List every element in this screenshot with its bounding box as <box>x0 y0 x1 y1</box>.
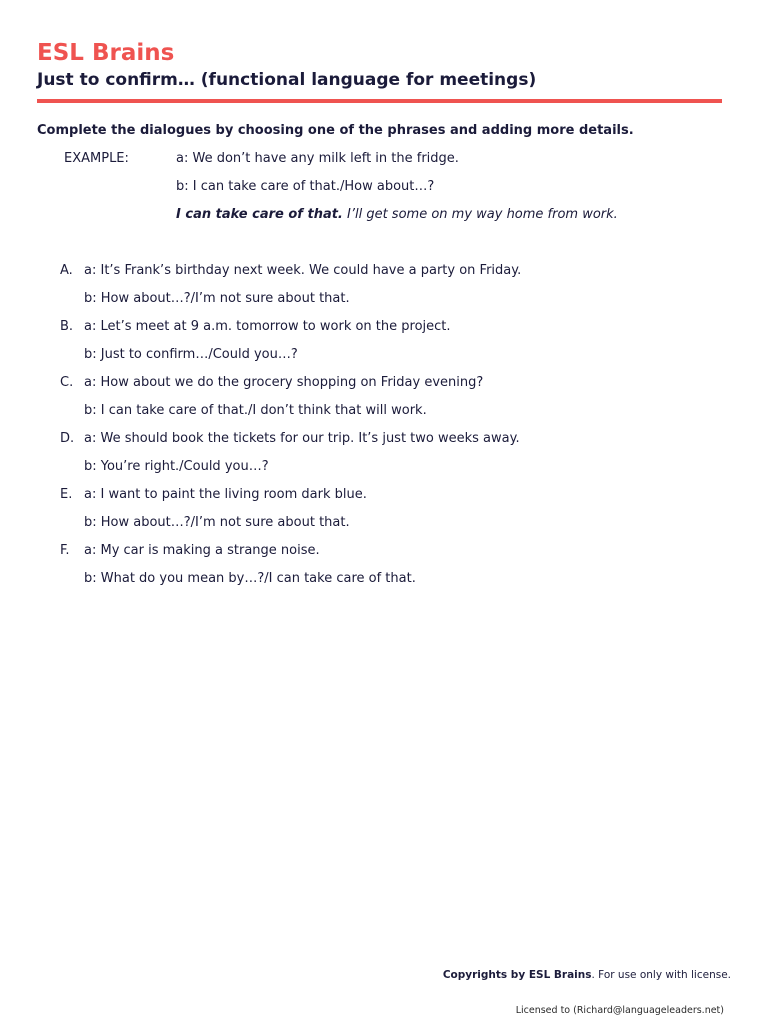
example-line-b: b: I can take care of that./How about…? <box>176 179 435 194</box>
item-line-b: b: How about…?/I’m not sure about that. <box>84 291 350 306</box>
item-line-a: a: My car is making a strange noise. <box>84 543 320 558</box>
item-line-b: b: Just to confirm…/Could you…? <box>84 347 298 362</box>
item-letter: A. <box>60 263 73 278</box>
item-letter: D. <box>60 431 75 446</box>
item-line-b: b: How about…?/I’m not sure about that. <box>84 515 350 530</box>
item-line-a: a: I want to paint the living room dark blue. <box>84 487 367 502</box>
copyright-notice <box>443 967 731 983</box>
copyright-prefix: Copyrights by <box>442 969 529 981</box>
item-line-b: b: You’re right./Could you…? <box>84 459 269 474</box>
item-line-a: a: How about we do the grocery shopping on Friday evening? <box>84 375 484 390</box>
item-letter: E. <box>60 487 73 502</box>
example-line-a: a: We don’t have any milk left in the fridge. <box>176 151 459 166</box>
item-line-a: a: We should book the tickets for our trip. It’s just two weeks away. <box>84 431 520 446</box>
example-answer-phrase: I can take care of that. <box>176 207 343 222</box>
item-line-b: b: I can take care of that./I don’t think that will work. <box>84 403 427 418</box>
example-answer <box>176 205 618 225</box>
header-divider <box>37 99 722 103</box>
item-line-a: a: It’s Frank’s birthday next week. We could have a party on Friday. <box>84 263 522 278</box>
task-instruction: Complete the dialogues by choosing one of the phrases and adding more details. <box>37 123 634 138</box>
item-line-a: a: Let’s meet at 9 a.m. tomorrow to work on the project. <box>84 319 451 334</box>
item-letter: B. <box>60 319 74 334</box>
copyright-brand: ESL Brains <box>528 969 592 981</box>
item-letter: F. <box>60 543 70 558</box>
copyright-suffix: . For use only with license. <box>591 969 731 981</box>
example-label: EXAMPLE: <box>64 151 129 166</box>
example-answer-details: I’ll get some on my way home from work. <box>342 207 618 222</box>
item-line-b: b: What do you mean by…?/I can take care of that. <box>84 571 416 586</box>
item-letter: C. <box>60 375 74 390</box>
worksheet-title: Just to confirm… (functional language for meetings) <box>37 70 537 90</box>
license-notice: Licensed to (Richard@languageleaders.net) <box>515 1005 724 1016</box>
brand-name: ESL Brains <box>37 40 175 66</box>
